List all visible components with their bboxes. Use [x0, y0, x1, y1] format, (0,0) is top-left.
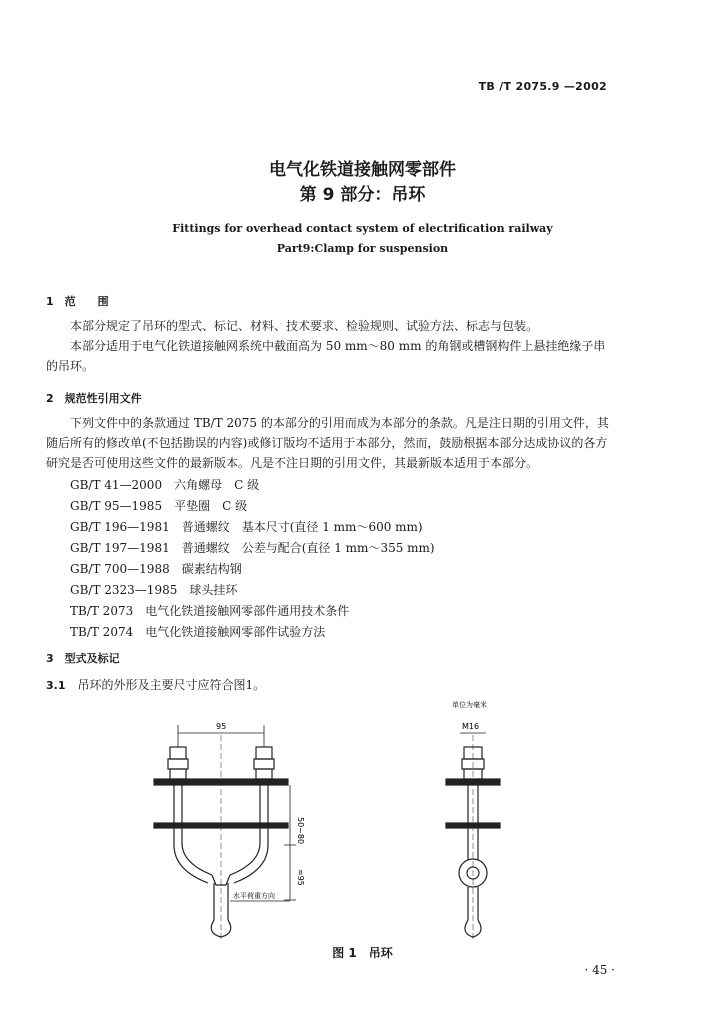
- section1-paragraph2: 本部分适用于电气化铁道接触网系统中截面高为 50 mm～80 mm 的角钢或槽钢构件上悬挂绝缘子串的吊环。: [46, 339, 606, 373]
- reference-item: [70, 581, 237, 598]
- reference-title: 普通螺纹 公差与配合(直径 1 mm～355 mm): [181, 541, 435, 555]
- reference-code: GB/T 95—1985: [70, 499, 163, 513]
- reference-code: GB/T 700—1988: [70, 562, 170, 576]
- reference-item: [70, 539, 435, 556]
- reference-title: 六角螺母 C 级: [174, 478, 260, 492]
- dim-95-label: 95: [216, 722, 227, 731]
- section1-paragraph1: 本部分规定了吊环的型式、标记、材料、技术要求、检验规则、试验方法、标志与包装。: [70, 319, 539, 333]
- section3-1: [46, 676, 265, 693]
- dim-approx-95-label: ≈95: [296, 869, 305, 886]
- reference-code: GB/T 41—2000: [70, 478, 163, 492]
- reference-item: [70, 476, 259, 493]
- reference-title: 电气化铁道接触网零部件试验方法: [145, 625, 326, 639]
- reference-code: GB/T 197—1981: [70, 541, 170, 555]
- dim-50-80-label: 50~80: [296, 817, 305, 845]
- reference-item: [70, 602, 349, 619]
- unit-note: 单位为毫米: [452, 701, 487, 709]
- direction-label: 水平荷重方向: [233, 892, 275, 900]
- reference-code: GB/T 196—1981: [70, 520, 170, 534]
- dim-m16-label: M16: [462, 722, 480, 731]
- title-cn-line1: 电气化铁道接触网零部件: [269, 160, 456, 180]
- reference-item: [70, 560, 242, 577]
- title-cn-line2: 第 9 部分：吊环: [299, 185, 426, 205]
- title-en-line1: Fittings for overhead contact system of electrification railway: [172, 222, 553, 235]
- reference-item: [70, 518, 423, 535]
- figure-clamp-drawing: [140, 695, 560, 940]
- reference-title: 电气化铁道接触网零部件通用技术条件: [145, 604, 350, 618]
- reference-item: [70, 497, 247, 514]
- section1-heading: 1 范 围: [46, 295, 109, 308]
- reference-title: 碳素结构钢: [181, 562, 242, 576]
- standard-number: TB /T 2075.9 —2002: [478, 80, 607, 93]
- section3-1-text: 吊环的外形及主要尺寸应符合图1。: [77, 678, 266, 692]
- reference-item: [70, 623, 325, 640]
- section2-intro: 下列文件中的条款通过 TB/T 2075 的本部分的引用而成为本部分的条款。凡是注日期的引用文件，其随后所有的修改单(不包括勘误的内容)或修订版均不适用于本部分，然而，鼓励根据本部分达成协议的各方研究是否可使用这些文件的最新版本。凡是不注日期的引用文件，其最新版本适用于本部分。: [46, 416, 609, 470]
- reference-title: 普通螺纹 基本尺寸(直径 1 mm～600 mm): [181, 520, 423, 534]
- reference-title: 球头挂环: [189, 583, 238, 597]
- section3-heading: 3 型式及标记: [46, 652, 120, 665]
- reference-code: TB/T 2074: [70, 625, 134, 639]
- section2-heading: 2 规范性引用文件: [46, 392, 142, 405]
- page-number: · 45 ·: [584, 963, 615, 977]
- title-en-line2: Part9:Clamp for suspension: [276, 242, 449, 255]
- reference-code: TB/T 2073: [70, 604, 134, 618]
- section3-1-number: 3.1: [46, 679, 66, 692]
- figure-caption: 图 1 吊环: [332, 946, 393, 960]
- reference-code: GB/T 2323—1985: [70, 583, 178, 597]
- reference-title: 平垫圈 C 级: [174, 499, 248, 513]
